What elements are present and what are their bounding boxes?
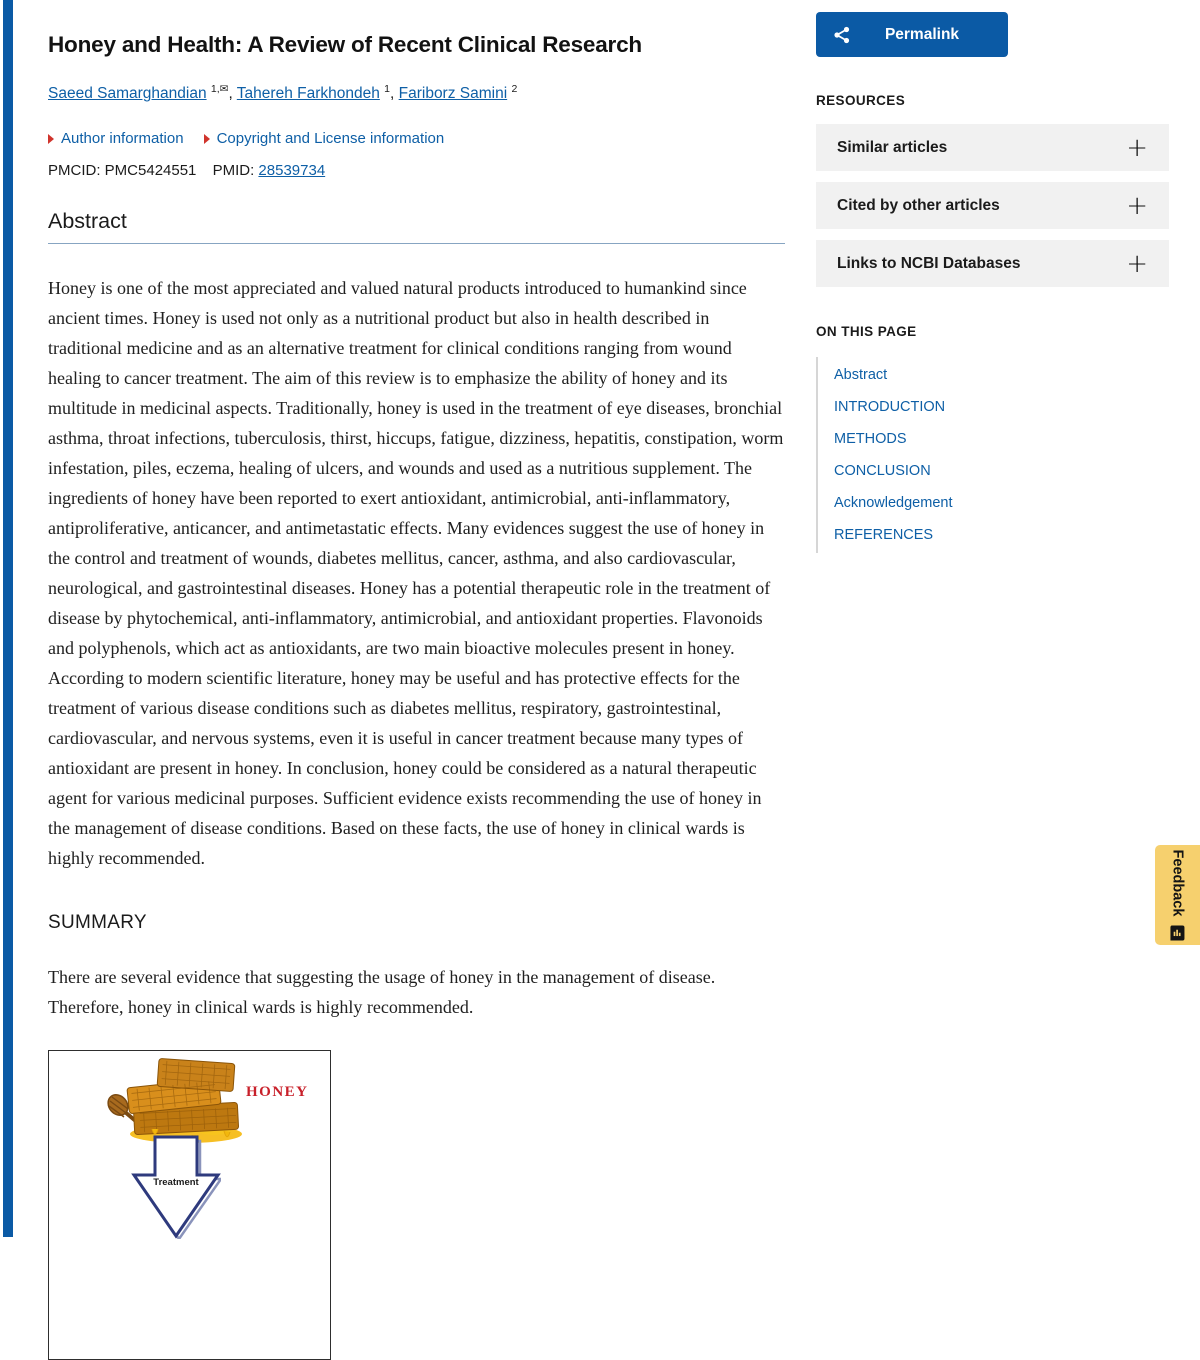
accordion-label: Similar articles [837,138,948,156]
accordion-cited-by[interactable] [816,182,1169,229]
nav-link-abstract[interactable]: Abstract [834,367,888,383]
permalink-label: Permalink [884,25,960,43]
feedback-inner [1170,850,1186,941]
feedback-button[interactable] [1155,845,1200,945]
pmcid-value: PMC5424551 [104,162,197,180]
pmid-link[interactable]: 28539734 [258,162,326,180]
figure-treatment-label: Treatment [153,1177,199,1189]
figure-honey-treatment[interactable] [48,1050,331,1360]
sidebar [816,0,1169,553]
left-accent-bar [3,0,13,1237]
accordion-ncbi-links[interactable] [816,240,1169,287]
feedback-label: Feedback [1169,849,1186,917]
copyright-license-label: Copyright and License information [216,130,445,148]
pmid-label: PMID: [212,162,255,180]
author-information-link[interactable] [48,130,184,147]
summary-heading: SUMMARY [48,912,147,934]
article-main [48,0,785,1360]
on-this-page-nav [816,357,1169,553]
plus-icon: + [1126,248,1148,279]
article-ids [48,161,785,180]
nav-link-references[interactable]: REFERENCES [834,527,934,543]
author-link-1[interactable]: Saeed Samarghandian [48,85,207,103]
arrow-right-icon [204,134,210,144]
resources-accordion [816,124,1169,287]
accordion-label: Links to NCBI Databases [837,254,1021,272]
author-separator: , [390,85,399,103]
plus-icon: + [1126,132,1148,163]
share-icon [832,25,852,45]
nav-link-introduction[interactable]: INTRODUCTION [834,399,946,415]
author-list [48,79,785,104]
nav-link-conclusion[interactable]: CONCLUSION [834,463,931,479]
abstract-heading: Abstract [48,208,785,244]
arrow-right-icon [48,134,54,144]
author-affiliation-sup-1: 1,✉ [210,83,229,95]
accordion-similar-articles[interactable] [816,124,1169,171]
nav-link-acknowledgement[interactable]: Acknowledgement [834,495,953,511]
author-affiliation-sup-3: 2 [511,83,518,95]
accordion-label: Cited by other articles [837,196,1000,214]
permalink-button[interactable] [816,12,1008,57]
on-this-page-heading: ON THIS PAGE [816,324,917,339]
plus-icon: + [1126,190,1148,221]
resources-heading: RESOURCES [816,93,906,108]
nav-link-methods[interactable]: METHODS [834,431,907,447]
abstract-text: Honey is one of the most appreciated and valued natural products introduced to humankind since ancient times. Honey is used not only as a nutritional product but also in health described in traditional medicine and as an alternative treatment for clinical conditions ranging from wound healing to cancer treatment. The aim of this review is to emphasize the ability of honey and its multitude in medicinal aspects. Traditionally, honey is used in the treatment of eye diseases, bronchial asthma, throat infections, tuberculosis, thirst, hiccups, fatigue, dizziness, hepatitis, constipation, worm infestation, piles, eczema, healing of ulcers, and wounds and used as a nutritious supplement. The ingredients of honey have been reported to exert antioxidant, antimicrobial, anti-inflammatory, antiproliferative, anticancer, and antimetastatic effects. Many evidences suggest the use of honey in the control and treatment of wounds, diabetes mellitus, cancer, asthma, and also cardiovascular, neurological, and gastrointestinal diseases. Honey has a potential therapeutic role in the treatment of disease by phytochemical, anti-inflammatory, antimicrobial, and antioxidant properties. Flavonoids and polyphenols, which act as antioxidants, are two main bioactive molecules present in honey. According to modern scientific literature, honey may be useful and has protective effects for the treatment of various disease conditions such as diabetes mellitus, respiratory, gastrointestinal, cardiovascular, and nervous systems, even it is useful in cancer treatment because many types of antioxidant are present in honey. In conclusion, honey could be considered as a natural therapeutic agent for various medicinal purposes. Sufficient evidence exists recommending the use of honey in the management of disease conditions. Based on these facts, the use of honey in clinical wards is highly recommended. [48,278,784,869]
feedback-form-icon [1170,925,1185,940]
author-link-3[interactable]: Fariborz Samini [398,85,508,103]
article-info-links [48,130,785,147]
copyright-license-link[interactable] [204,130,445,147]
author-separator: , [228,85,237,103]
honeycomb-image [104,1057,264,1145]
summary-text: There are several evidence that suggesting the usage of honey in the management of disease. Therefore, honey in clinical wards is highly recommended. [48,967,716,1018]
pmcid-label: PMCID: [48,162,101,180]
author-affiliation-sup-2: 1 [384,83,390,95]
article-title: Honey and Health: A Review of Recent Clinical Research [48,32,642,57]
author-information-label: Author information [61,130,184,148]
author-link-2[interactable]: Tahereh Farkhondeh [236,85,380,103]
figure-honey-label: HONEY [246,1084,309,1101]
